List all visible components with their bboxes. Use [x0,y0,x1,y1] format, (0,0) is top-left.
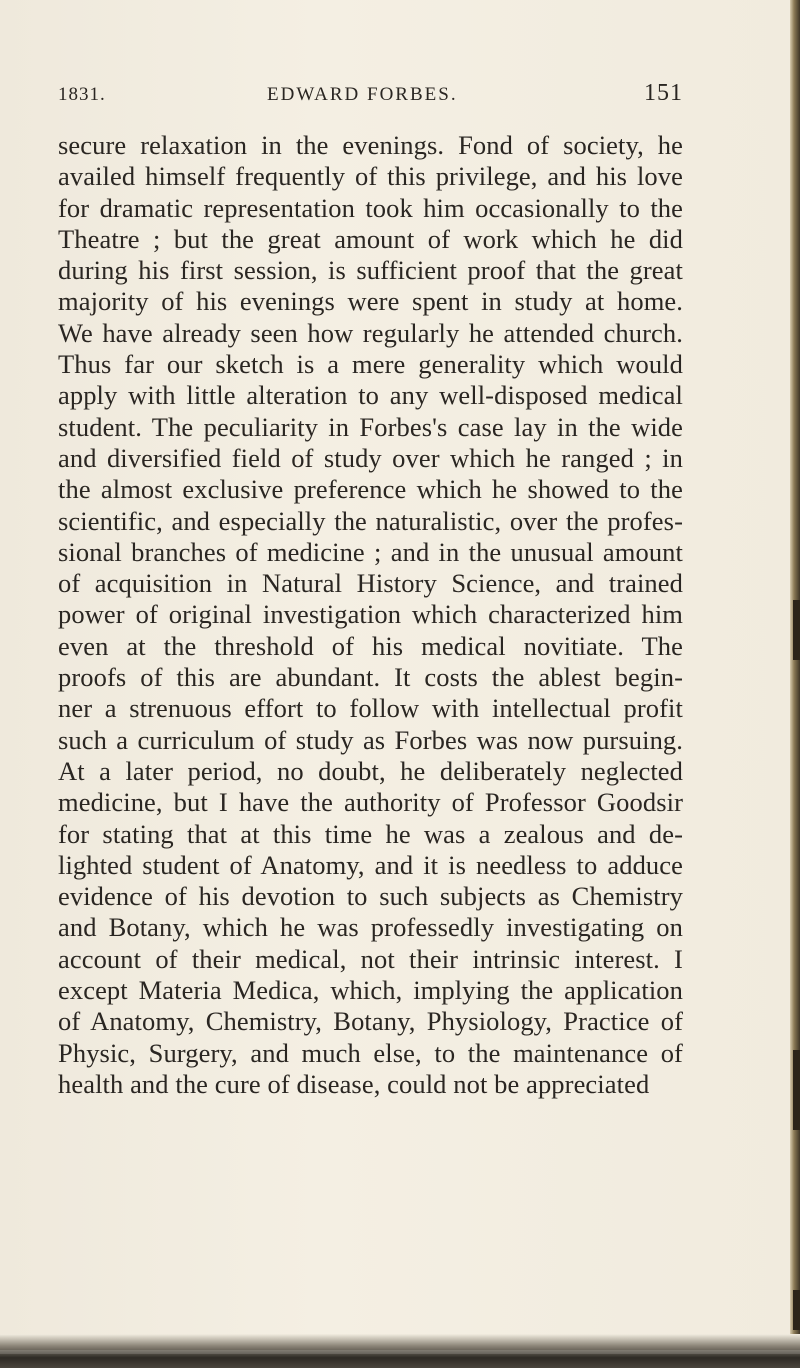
text-line: Thus far our sketch is a mere generality which would [58,349,683,380]
text-line: scientific, and especially the naturalistic, over the profes- [58,505,683,536]
text-line: lighted student of Anatomy, and it is needless to adduce [58,849,683,880]
text-line: and Botany, which he was professedly investigating on [58,912,683,943]
text-line: availed himself frequently of this privilege, and his love [58,161,683,192]
running-head-title: EDWARD FORBES. [267,84,458,105]
text-line: ner a strenuous effort to follow with intellectual profit [58,693,683,724]
text-line: medicine, but I have the authority of Professor Goodsir [58,787,683,818]
page-bottom-edge-shadow [0,1334,800,1368]
text-line: Theatre ; but the great amount of work which he did [58,223,683,254]
text-line: We have already seen how regularly he attended church. [58,317,683,348]
running-head-year: 1831. [58,84,106,105]
text-line: for stating that at this time he was a zealous and de- [58,818,683,849]
page-number: 151 [644,80,683,106]
text-line: of Anatomy, Chemistry, Botany, Physiology, Practice of [58,1006,683,1037]
text-line: proofs of this are abundant. It costs the ablest begin- [58,662,683,693]
text-line: Physic, Surgery, and much else, to the maintenance of [58,1037,683,1068]
text-line: even at the threshold of his medical novitiate. The [58,630,683,661]
body-text [58,130,683,1100]
text-line: majority of his evenings were spent in study at home. [58,286,683,317]
text-line: health and the cure of disease, could not be appreciated [58,1068,650,1099]
text-line: for dramatic representation took him occasionally to the [58,192,683,223]
text-line: of acquisition in Natural History Science, and trained [58,568,683,599]
text-line: apply with little alteration to any well-disposed medical [58,380,683,411]
text-line: during his first session, is sufficient proof that the great [58,255,683,286]
running-head [58,80,683,110]
text-line: power of original investigation which characterized him [58,599,683,630]
text-line: At a later period, no doubt, he deliberately neglected [58,755,683,786]
text-line: except Materia Medica, which, implying the application [58,975,683,1006]
page-right-edge-shadow [790,0,800,1368]
text-line: the almost exclusive preference which he showed to the [58,474,683,505]
text-line: secure relaxation in the evenings. Fond of society, he [58,130,683,160]
text-line: account of their medical, not their intrinsic interest. I [58,943,683,974]
text-line: sional branches of medicine ; and in the unusual amount [58,536,683,567]
text-line: such a curriculum of study as Forbes was now pursuing. [58,724,683,755]
text-line: evidence of his devotion to such subjects as Chemistry [58,881,683,912]
text-line: student. The peculiarity in Forbes's case lay in the wide [58,411,683,442]
text-line: and diversified field of study over which he ranged ; in [58,442,683,473]
